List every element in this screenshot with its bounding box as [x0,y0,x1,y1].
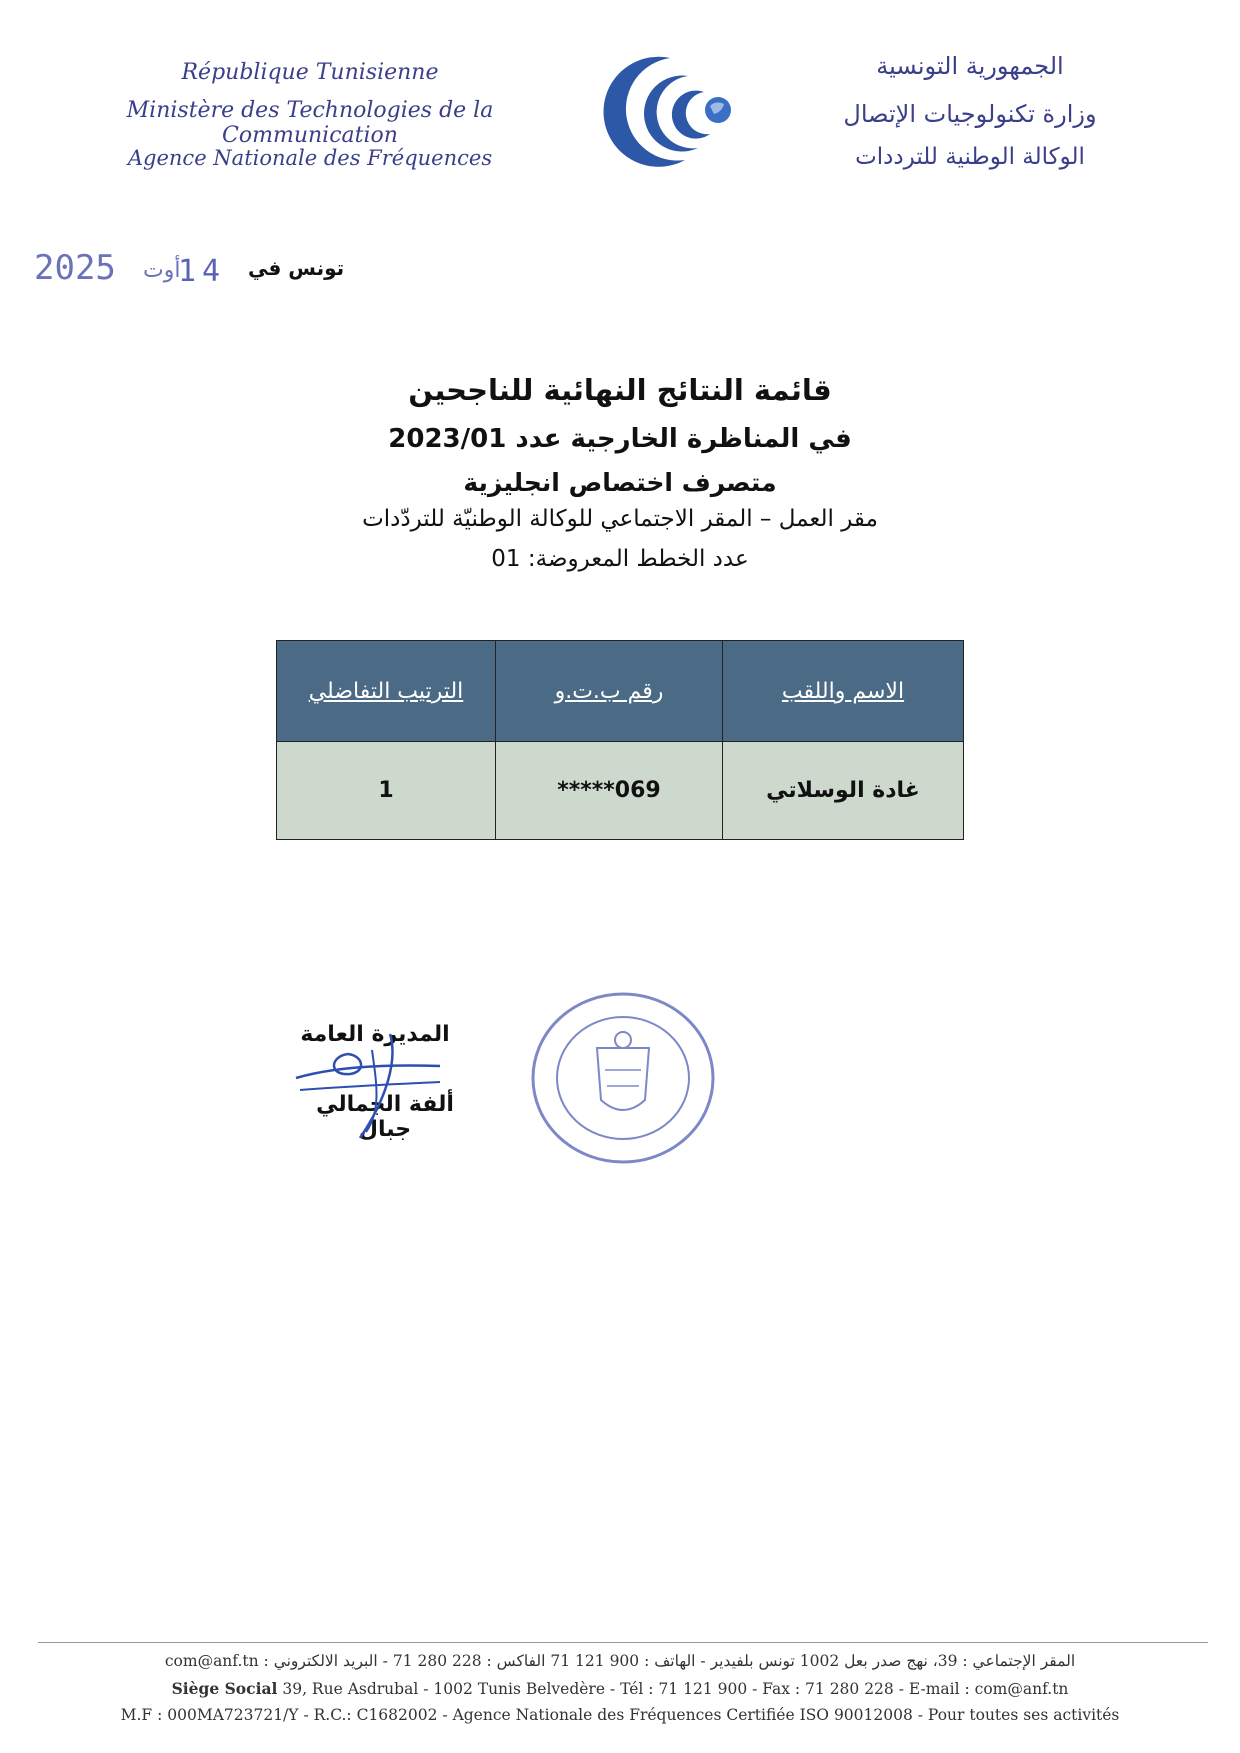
date-month: أوت [143,258,181,283]
header-ar-agency: الوكالة الوطنية للترددات [855,144,1085,170]
cell-id: *****069 [496,742,723,840]
handwritten-signature [290,1020,450,1140]
footer-siege-label: Siège Social [171,1679,278,1698]
date-label: تونس في [248,256,345,280]
signatory-title: المديرة العامة [300,1022,450,1047]
table-row [277,742,964,840]
workplace-line: مقر العمل – المقر الاجتماعي للوكالة الوطنيّة للتردّدات [362,506,878,532]
positions-count-line: عدد الخطط المعروضة: 01 [491,546,749,572]
footer-divider [38,1642,1208,1643]
cell-rank: 1 [277,742,496,840]
document-title: قائمة النتائج النهائية للناجحين [408,373,832,407]
header-ar-republic: الجمهورية التونسية [876,52,1064,80]
agency-logo [590,48,750,168]
header-id: رقم ب.ت.و [496,641,723,742]
header-rank: الترتيب التفاضلي [277,641,496,742]
header-name: الاسم واللقب [723,641,964,742]
date-day: 14 [178,254,227,289]
cell-name: غادة الوسلاتي [723,742,964,840]
footer-french-address [0,1679,1240,1698]
header-fr-republic: République Tunisienne [181,60,439,85]
table-header-row [277,641,964,742]
footer-siege-text: 39, Rue Asdrubal - 1002 Tunis Belvedère - Tél : 71 121 900 - Fax : 71 280 228 - E-mail : com@anf.tn [282,1680,1069,1698]
header-fr-agency: Agence Nationale des Fréquences [127,146,493,170]
signatory-name: ألفة الجمالي جبال [316,1092,454,1142]
date-year: 2025 [34,248,116,288]
header-ar-ministry: وزارة تكنولوجيات الإتصال [843,100,1097,128]
official-seal [527,990,719,1166]
header-fr-ministry: Ministère des Technologies de la Communication [126,98,494,148]
results-table [276,640,964,840]
position-line: متصرف اختصاص انجليزية [463,468,777,497]
footer-arabic-address: المقر الإجتماعي : 39، نهج صدر بعل 1002 تونس بلفيدير - الهاتف : 900 121 71 الفاكس : 228 280 71 - البريد الالكتروني : com@anf.tn [164,1652,1076,1670]
competition-line: في المناظرة الخارجية عدد 2023/01 [388,424,852,454]
footer-registration: M.F : 000MA723721/Y - R.C.: C1682002 - Agence Nationale des Fréquences Certifiée ISO 90012008 - Pour toutes ses activités [120,1706,1120,1724]
